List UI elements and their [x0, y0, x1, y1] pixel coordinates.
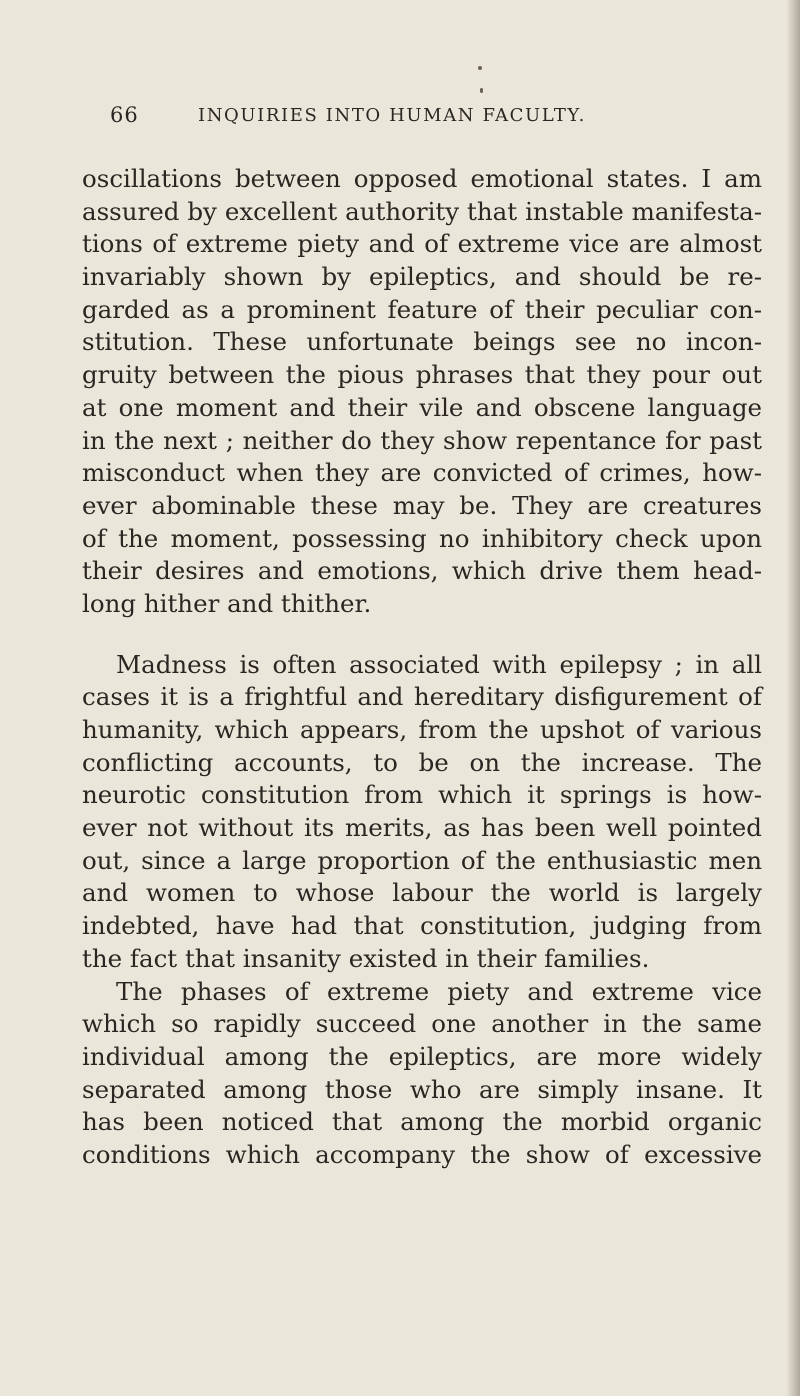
text-line: tions of extreme piety and of extreme vice are almost	[82, 229, 762, 259]
text-line: garded as a prominent feature of their peculiar con-	[82, 294, 762, 324]
text-line: assured by excellent authority that instable manifesta-	[82, 196, 762, 226]
paragraph-gap	[82, 621, 762, 649]
text-line: has been noticed that among the morbid organic	[82, 1107, 762, 1137]
text-line: of the moment, possessing no inhibitory check upon	[82, 523, 762, 553]
text-line: gruity between the pious phrases that they pour out	[82, 360, 762, 390]
text-line: at one moment and their vile and obscene language	[82, 392, 762, 422]
print-speck	[478, 66, 482, 70]
text-line: cases it is a frightful and hereditary disfigurement of	[82, 682, 762, 712]
text-line: conditions which accompany the show of excessive	[82, 1139, 762, 1169]
running-head: INQUIRIES INTO HUMAN FACULTY.	[198, 105, 586, 126]
page-number: 66	[110, 103, 139, 127]
text-line: Madness is often associated with epilepsy ; in all	[116, 649, 762, 679]
text-line: separated among those who are simply insane. It	[82, 1074, 762, 1104]
text-line: ever not without its merits, as has been well pointed	[82, 813, 762, 843]
text-line: neurotic constitution from which it springs is how-	[82, 780, 762, 810]
text-line: which so rapidly succeed one another in the same	[82, 1009, 762, 1039]
text-line: and women to whose labour the world is largely	[82, 878, 762, 908]
text-line: their desires and emotions, which drive them head-	[82, 556, 762, 586]
text-line: The phases of extreme piety and extreme vice	[116, 976, 762, 1006]
text-line: invariably shown by epileptics, and should be re-	[82, 262, 762, 292]
text-line: ever abominable these may be. They are creatures	[82, 490, 762, 520]
text-line: long hither and thither.	[82, 588, 372, 618]
text-line: in the next ; neither do they show repentance for past	[82, 425, 762, 455]
print-speck	[480, 88, 483, 93]
page-header	[110, 103, 670, 133]
text-line: oscillations between opposed emotional states. I am	[82, 164, 762, 193]
text-line: conflicting accounts, to be on the increase. The	[82, 747, 762, 777]
text-line: misconduct when they are convicted of crimes, how-	[82, 458, 762, 488]
text-line: indebted, have had that constitution, judging from	[82, 911, 762, 941]
text-line: out, since a large proportion of the enthusiastic men	[82, 845, 762, 875]
text-line: humanity, which appears, from the upshot of various	[82, 715, 762, 744]
page-edge-shadow	[786, 0, 800, 1396]
text-line: the fact that insanity existed in their families.	[82, 943, 650, 973]
body-text	[82, 163, 762, 1172]
text-line: individual among the epileptics, are more widely	[82, 1041, 762, 1071]
text-line: stitution. These unfortunate beings see no incon-	[82, 327, 762, 357]
